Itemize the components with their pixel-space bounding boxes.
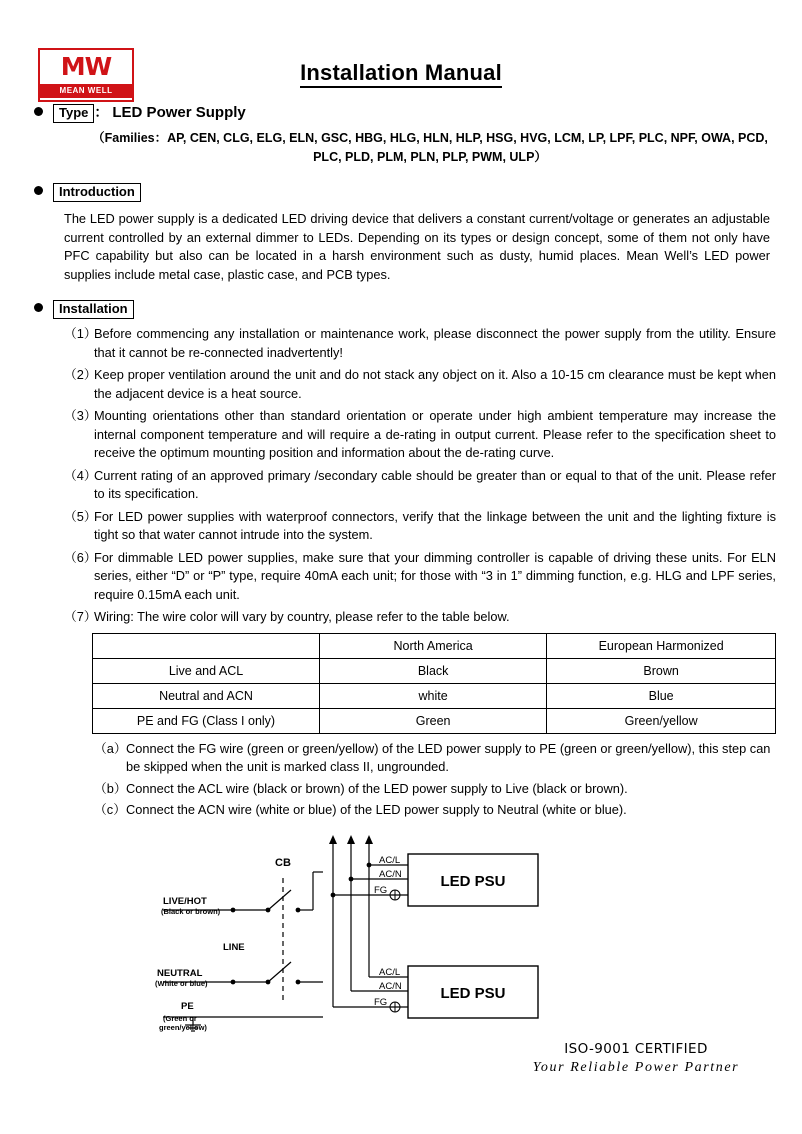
table-row xyxy=(93,683,776,708)
list-item-text: Wiring: The wire color will vary by country, please refer to the table below. xyxy=(94,609,510,624)
list-item xyxy=(64,467,776,504)
type-separator: ： xyxy=(94,104,109,120)
document-body xyxy=(0,102,802,1052)
list-item xyxy=(94,740,784,777)
list-item xyxy=(94,801,784,820)
wiring-sub-list xyxy=(94,740,784,820)
wire-color-table xyxy=(92,633,776,734)
table-cell: Neutral and ACN xyxy=(93,683,320,708)
live-sub-label: (Black or brown) xyxy=(161,906,221,916)
line-label: LINE xyxy=(223,941,245,953)
families-line-1: （Families：AP, CEN, CLG, ELG, ELN, GSC, HBG, HLG, HLN, HLP, HSG, HVG, LCM, LP, LPF, PLC, NPF, OWA, PCD, xyxy=(92,131,768,145)
table-header-row xyxy=(93,633,776,658)
bullet-icon xyxy=(34,303,43,312)
list-item-text: For dimmable LED power supplies, make sure that your dimming controller is capable of driving these units. For ELN series, either “D” or “P” type, require 40mA each unit; for those with “3 in 1” dimming function, e.g. HLG and LPF series, require 0.15mA each unit. xyxy=(94,549,776,602)
installation-list xyxy=(64,325,776,627)
list-item-marker: （4） xyxy=(64,467,97,483)
iso-certification-text: ISO-9001 CERTIFIED xyxy=(564,1041,708,1057)
table-header-cell: European Harmonized xyxy=(547,633,776,658)
neutral-label: NEUTRAL xyxy=(157,967,203,979)
document-header xyxy=(0,0,802,95)
list-item xyxy=(64,608,776,627)
list-item-text: Connect the ACN wire (white or blue) of the LED power supply to Neutral (white or blue). xyxy=(126,802,627,817)
company-tagline: Your Reliable Power Partner xyxy=(532,1060,740,1075)
list-item-marker: （1） xyxy=(64,326,97,341)
pe-sub-label-2: green/yellow) xyxy=(159,1022,207,1032)
list-item-marker: （7） xyxy=(64,609,97,624)
families-line-2: PLC, PLD, PLM, PLN, PLP, PWM, ULP） xyxy=(313,150,547,164)
neutral-sub-label: (White or blue) xyxy=(155,978,208,988)
type-value: LED Power Supply xyxy=(112,104,246,121)
psu2-title: LED PSU xyxy=(440,984,506,1002)
list-item-text: Connect the FG wire (green or green/yellow) of the LED power supply to PE (green or green/yellow), this step can be skipped when the unit is marked class II, ungrounded. xyxy=(126,740,771,774)
list-item-marker: （b） xyxy=(94,780,127,796)
table-header-cell: North America xyxy=(319,633,546,658)
bullet-icon xyxy=(34,186,43,195)
document-footer xyxy=(506,1041,766,1076)
page-title xyxy=(0,60,802,86)
list-item-text: For LED power supplies with waterproof connectors, verify that the linkage between the unit and the lighting fixture is tight so that water cannot intrude into the system. xyxy=(94,508,776,542)
introduction-heading-row xyxy=(34,183,772,202)
type-label: Type xyxy=(53,104,94,123)
list-item xyxy=(64,549,776,605)
psu1-terminal-fg: FG xyxy=(374,884,388,896)
psu1-terminal-acl: AC/L xyxy=(379,854,401,866)
psu1-title: LED PSU xyxy=(440,872,506,890)
table-cell: white xyxy=(319,683,546,708)
list-item-marker: （6） xyxy=(64,549,97,565)
table-cell: PE and FG (Class I only) xyxy=(93,708,320,733)
table-cell: Brown xyxy=(547,658,776,683)
list-item-marker: （2） xyxy=(64,367,97,382)
table-row xyxy=(93,708,776,733)
table-header-cell xyxy=(93,633,320,658)
type-label-group xyxy=(53,102,246,123)
families-block xyxy=(80,129,780,167)
live-label: LIVE/HOT xyxy=(163,895,207,907)
introduction-heading: Introduction xyxy=(53,183,141,202)
table-cell: Green/yellow xyxy=(547,708,776,733)
list-item-marker: （a） xyxy=(94,740,127,756)
list-item xyxy=(64,366,776,403)
table-cell: Blue xyxy=(547,683,776,708)
installation-heading: Installation xyxy=(53,300,134,319)
introduction-paragraph: The LED power supply is a dedicated LED driving device that delivers a constant current/voltage or generates an adjustable current controlled by an external dimmer to LEDs. Depending on its types or design concept, some of them not only have PFC capability but also can be located in a harsh environment such as dusty, humid places. Mean Well’s LED power supplies include metal case, plastic case, and PCB types. xyxy=(64,211,770,282)
wiring-diagram xyxy=(123,832,683,1052)
logo-brand-text: MEAN WELL xyxy=(40,84,132,98)
logo-mark-text: MW xyxy=(60,52,112,81)
psu2-terminal-acl: AC/L xyxy=(379,966,401,978)
list-item-text: Keep proper ventilation around the unit and do not stack any object on it. Also a 10-15 cm clearance must be kept when the adjacent device is a heat source. xyxy=(94,367,776,401)
wiring-diagram-svg xyxy=(123,832,683,1052)
list-item xyxy=(94,780,784,799)
pe-sub-label-1: (Green or xyxy=(163,1013,197,1023)
psu2-terminal-fg: FG xyxy=(374,996,388,1008)
table-cell: Green xyxy=(319,708,546,733)
list-item xyxy=(64,407,776,463)
list-item-text: Connect the ACL wire (black or brown) of the LED power supply to Live (black or brown). xyxy=(126,780,628,796)
installation-heading-row xyxy=(34,300,772,319)
pe-label: PE xyxy=(181,1000,194,1012)
page-title-text: Installation Manual xyxy=(300,60,502,88)
table-cell: Live and ACL xyxy=(93,658,320,683)
type-section xyxy=(34,102,772,123)
list-item-text: Before commencing any installation or maintenance work, please disconnect the power supply from the utility. Ensure that it cannot be re-connected inadvertently! xyxy=(94,326,776,360)
list-item-marker: （c） xyxy=(94,802,126,817)
psu1-terminal-acn: AC/N xyxy=(379,868,402,880)
list-item xyxy=(64,508,776,545)
bullet-icon xyxy=(34,107,43,116)
list-item-text: Current rating of an approved primary /secondary cable should be greater than or equal to that of the unit. Please refer to its specification. xyxy=(94,467,776,501)
table-cell: Black xyxy=(319,658,546,683)
list-item-text: Mounting orientations other than standard orientation or operate under high ambient temperature may increase the internal component temperature and will require a de-rating in output current. Please refer to the specification sheet to receive the optimum mounting position and information about the de-rating curve. xyxy=(94,408,776,460)
cb-label: CB xyxy=(275,856,291,869)
psu2-terminal-acn: AC/N xyxy=(379,980,402,992)
table-row xyxy=(93,658,776,683)
list-item-marker: （3） xyxy=(64,408,97,423)
list-item-marker: （5） xyxy=(64,508,97,524)
list-item xyxy=(64,325,776,362)
